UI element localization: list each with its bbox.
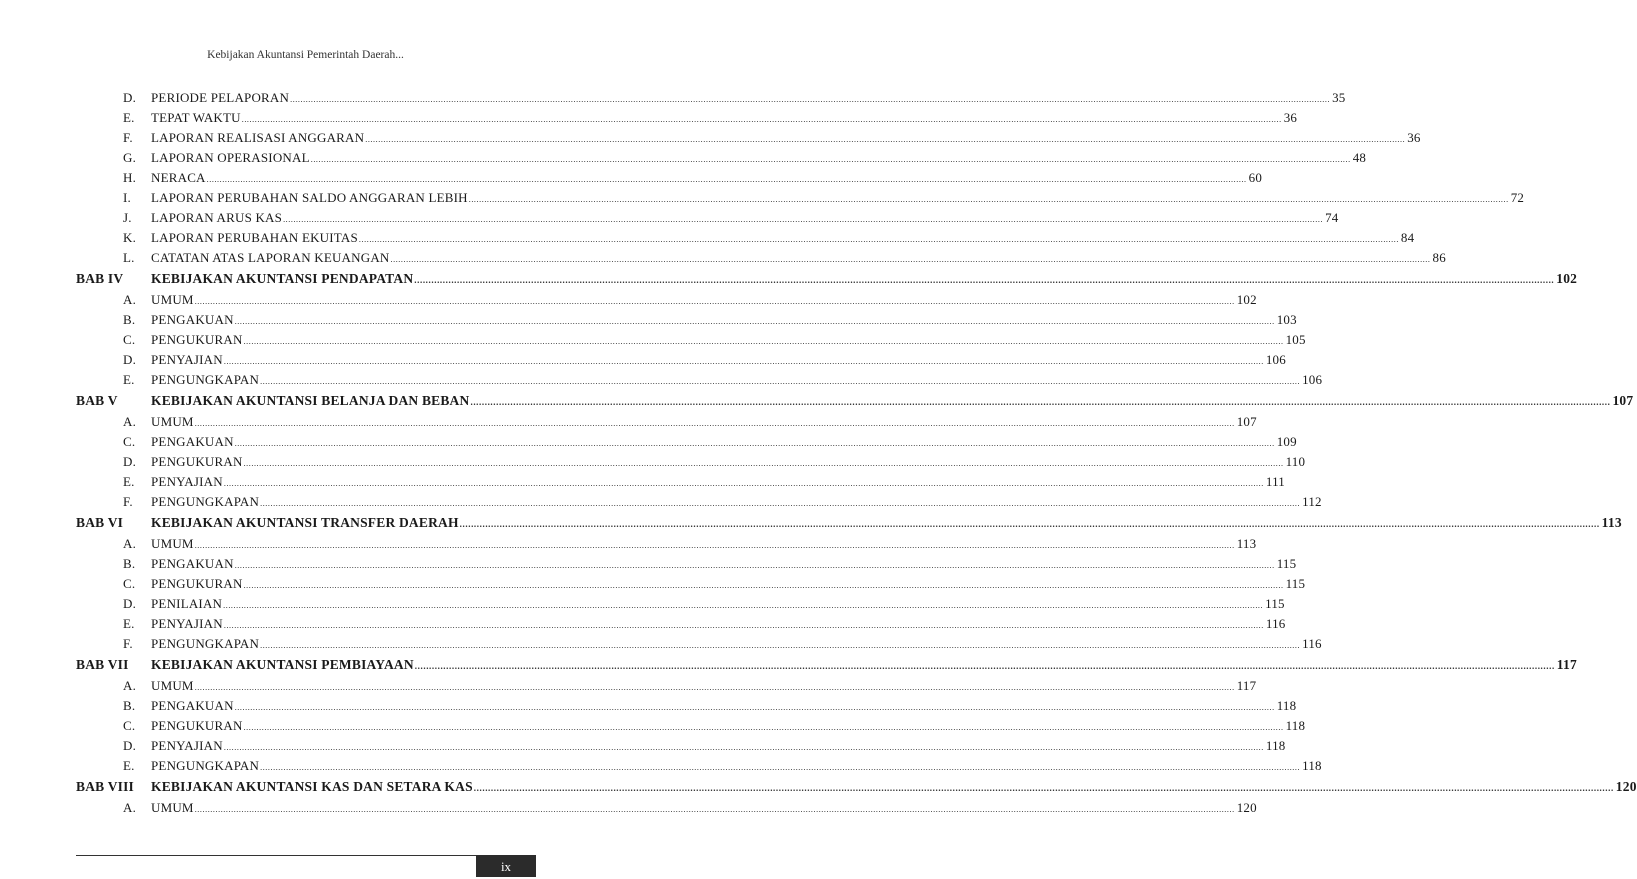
entry-page-number: 106 bbox=[1265, 352, 1286, 367]
entry-title: PENYAJIAN bbox=[151, 474, 223, 489]
toc-chapter-entry[interactable] bbox=[76, 513, 1622, 533]
entry-title: PENGUKURAN bbox=[151, 576, 243, 591]
entry-page-number: 118 bbox=[1276, 698, 1297, 713]
section-letter: E. bbox=[123, 616, 135, 631]
entry-title: LAPORAN PERUBAHAN SALDO ANGGARAN LEBIH bbox=[151, 190, 468, 205]
entry-title: NERACA bbox=[151, 170, 206, 185]
toc-entry-line bbox=[151, 310, 1297, 332]
chapter-number: BAB V bbox=[76, 393, 118, 408]
entry-page-number: 118 bbox=[1285, 718, 1306, 733]
entry-title: LAPORAN ARUS KAS bbox=[151, 210, 283, 225]
table-of-contents bbox=[76, 88, 1637, 818]
section-letter: C. bbox=[123, 332, 136, 347]
toc-entry-line bbox=[151, 655, 1577, 676]
toc-section-entry[interactable] bbox=[76, 370, 1323, 390]
dot-leader: ................................................................................................................................................................................................................................................................................................................................................................................................................ bbox=[365, 135, 1406, 144]
chapter-number: BAB VIII bbox=[76, 779, 134, 794]
toc-section-entry[interactable] bbox=[76, 534, 1257, 554]
entry-page-number: 118 bbox=[1302, 758, 1322, 773]
section-letter: A. bbox=[123, 536, 137, 551]
toc-entry-line bbox=[151, 208, 1339, 230]
entry-title: PENGUNGKAPAN bbox=[151, 494, 260, 509]
entry-page-number: 86 bbox=[1432, 250, 1446, 265]
entry-page-number: 111 bbox=[1265, 474, 1285, 489]
toc-section-entry[interactable] bbox=[76, 716, 1306, 736]
dot-leader: ................................................................................................................................................................................................................................................................................................................................................................................................................ bbox=[459, 519, 1600, 529]
dot-leader: ................................................................................................................................................................................................................................................................................................................................................................................................................ bbox=[243, 337, 1284, 346]
dot-leader: ................................................................................................................................................................................................................................................................................................................................................................................................................ bbox=[414, 275, 1555, 285]
toc-section-entry[interactable] bbox=[76, 310, 1297, 330]
toc-section-entry[interactable] bbox=[76, 128, 1421, 148]
toc-entry-line bbox=[151, 290, 1257, 312]
section-letter: D. bbox=[123, 352, 137, 367]
section-letter: A. bbox=[123, 414, 137, 429]
section-letter: H. bbox=[123, 170, 137, 185]
entry-title: PENYAJIAN bbox=[151, 616, 223, 631]
toc-entry-line bbox=[151, 736, 1286, 758]
section-letter: A. bbox=[123, 678, 137, 693]
dot-leader: ................................................................................................................................................................................................................................................................................................................................................................................................................ bbox=[194, 683, 1235, 692]
page-number: ix bbox=[500, 859, 512, 874]
entry-page-number: 72 bbox=[1510, 190, 1525, 205]
entry-page-number: 109 bbox=[1276, 434, 1297, 449]
entry-page-number: 120 bbox=[1615, 779, 1637, 794]
entry-page-number: 107 bbox=[1236, 414, 1257, 429]
section-letter: E. bbox=[123, 474, 135, 489]
toc-entry-line bbox=[151, 269, 1578, 290]
dot-leader: ................................................................................................................................................................................................................................................................................................................................................................................................................ bbox=[194, 805, 1235, 814]
section-letter: J. bbox=[123, 210, 132, 225]
toc-entry-line bbox=[151, 696, 1297, 718]
entry-title: CATATAN ATAS LAPORAN KEUANGAN bbox=[151, 250, 390, 265]
toc-section-entry[interactable] bbox=[76, 248, 1446, 268]
toc-chapter-entry[interactable] bbox=[76, 269, 1578, 289]
entry-title: KEBIJAKAN AKUNTANSI TRANSFER DAERAH bbox=[151, 515, 459, 530]
entry-page-number: 103 bbox=[1276, 312, 1297, 327]
entry-page-number: 115 bbox=[1276, 556, 1297, 571]
toc-section-entry[interactable] bbox=[76, 736, 1286, 756]
section-letter: F. bbox=[123, 636, 133, 651]
entry-page-number: 113 bbox=[1601, 515, 1622, 530]
dot-leader: ................................................................................................................................................................................................................................................................................................................................................................................................................ bbox=[470, 397, 1611, 407]
toc-section-entry[interactable] bbox=[76, 330, 1306, 350]
entry-title: PENILAIAN bbox=[151, 596, 223, 611]
toc-entry-line bbox=[151, 798, 1257, 820]
toc-entry-line bbox=[151, 634, 1322, 656]
dot-leader: ................................................................................................................................................................................................................................................................................................................................................................................................................ bbox=[290, 95, 1331, 104]
toc-section-entry[interactable] bbox=[76, 574, 1306, 594]
chapter-number: BAB VI bbox=[76, 515, 124, 530]
toc-chapter-entry[interactable] bbox=[76, 777, 1637, 797]
entry-title: UMUM bbox=[151, 414, 194, 429]
section-letter: G. bbox=[123, 150, 137, 165]
dot-leader: ................................................................................................................................................................................................................................................................................................................................................................................................................ bbox=[234, 317, 1275, 326]
toc-section-entry[interactable] bbox=[76, 188, 1525, 208]
entry-page-number: 117 bbox=[1556, 657, 1577, 672]
dot-leader: ................................................................................................................................................................................................................................................................................................................................................................................................................ bbox=[310, 155, 1351, 164]
toc-section-entry[interactable] bbox=[76, 798, 1257, 818]
toc-section-entry[interactable] bbox=[76, 432, 1297, 452]
entry-page-number: 107 bbox=[1612, 393, 1634, 408]
toc-entry-line bbox=[151, 534, 1257, 556]
entry-page-number: 102 bbox=[1556, 271, 1578, 286]
entry-title: PENGUKURAN bbox=[151, 454, 243, 469]
entry-title: UMUM bbox=[151, 678, 194, 693]
section-letter: I. bbox=[123, 190, 131, 205]
section-letter: D. bbox=[123, 90, 137, 105]
toc-entry-line bbox=[151, 574, 1306, 596]
dot-leader: ................................................................................................................................................................................................................................................................................................................................................................................................................ bbox=[241, 115, 1282, 124]
toc-entry-line bbox=[151, 88, 1346, 110]
entry-page-number: 106 bbox=[1302, 372, 1323, 387]
entry-title: KEBIJAKAN AKUNTANSI PENDAPATAN bbox=[151, 271, 414, 286]
dot-leader: ................................................................................................................................................................................................................................................................................................................................................................................................................ bbox=[223, 357, 1264, 366]
dot-leader: ................................................................................................................................................................................................................................................................................................................................................................................................................ bbox=[414, 661, 1555, 671]
toc-section-entry[interactable] bbox=[76, 350, 1286, 370]
entry-page-number: 118 bbox=[1265, 738, 1286, 753]
toc-entry-line bbox=[151, 492, 1322, 514]
toc-entry-line bbox=[151, 513, 1622, 534]
toc-entry-line bbox=[151, 128, 1421, 150]
entry-page-number: 102 bbox=[1236, 292, 1257, 307]
toc-entry-line bbox=[151, 108, 1298, 130]
dot-leader: ................................................................................................................................................................................................................................................................................................................................................................................................................ bbox=[194, 297, 1235, 306]
section-letter: E. bbox=[123, 110, 135, 125]
toc-chapter-entry[interactable] bbox=[76, 655, 1577, 675]
toc-section-entry[interactable] bbox=[76, 290, 1257, 310]
section-letter: E. bbox=[123, 758, 135, 773]
section-letter: B. bbox=[123, 312, 136, 327]
entry-page-number: 117 bbox=[1236, 678, 1257, 693]
dot-leader: ................................................................................................................................................................................................................................................................................................................................................................................................................ bbox=[390, 255, 1431, 264]
section-letter: A. bbox=[123, 292, 137, 307]
dot-leader: ................................................................................................................................................................................................................................................................................................................................................................................................................ bbox=[243, 723, 1284, 732]
toc-entry-line bbox=[151, 168, 1263, 190]
entry-page-number: 116 bbox=[1302, 636, 1322, 651]
toc-entry-line bbox=[151, 188, 1525, 210]
toc-entry-line bbox=[151, 614, 1286, 636]
dot-leader: ................................................................................................................................................................................................................................................................................................................................................................................................................ bbox=[283, 215, 1324, 224]
dot-leader: ................................................................................................................................................................................................................................................................................................................................................................................................................ bbox=[194, 419, 1235, 428]
entry-title: PENGUNGKAPAN bbox=[151, 636, 260, 651]
toc-section-entry[interactable] bbox=[76, 228, 1415, 248]
dot-leader: ................................................................................................................................................................................................................................................................................................................................................................................................................ bbox=[223, 479, 1264, 488]
entry-title: PENGAKUAN bbox=[151, 312, 234, 327]
toc-section-entry[interactable] bbox=[76, 88, 1346, 108]
toc-section-entry[interactable] bbox=[76, 696, 1297, 716]
entry-page-number: 105 bbox=[1285, 332, 1306, 347]
entry-page-number: 35 bbox=[1332, 90, 1346, 105]
dot-leader: ................................................................................................................................................................................................................................................................................................................................................................................................................ bbox=[358, 235, 1399, 244]
dot-leader: ................................................................................................................................................................................................................................................................................................................................................................................................................ bbox=[223, 743, 1264, 752]
entry-page-number: 120 bbox=[1236, 800, 1257, 815]
entry-page-number: 113 bbox=[1236, 536, 1257, 551]
page-number-tab bbox=[476, 855, 536, 877]
dot-leader: ................................................................................................................................................................................................................................................................................................................................................................................................................ bbox=[260, 763, 1301, 772]
section-letter: C. bbox=[123, 434, 136, 449]
footer-rule bbox=[76, 855, 536, 856]
entry-page-number: 115 bbox=[1265, 596, 1285, 611]
section-letter: L. bbox=[123, 250, 135, 265]
entry-page-number: 36 bbox=[1407, 130, 1421, 145]
entry-title: PERIODE PELAPORAN bbox=[151, 90, 290, 105]
section-letter: E. bbox=[123, 372, 135, 387]
entry-page-number: 60 bbox=[1248, 170, 1263, 185]
entry-title: UMUM bbox=[151, 536, 194, 551]
entry-title: PENGUKURAN bbox=[151, 332, 243, 347]
toc-entry-line bbox=[151, 472, 1285, 494]
toc-entry-line bbox=[151, 330, 1306, 352]
entry-page-number: 84 bbox=[1400, 230, 1415, 245]
toc-section-entry[interactable] bbox=[76, 452, 1306, 472]
toc-section-entry[interactable] bbox=[76, 412, 1257, 432]
toc-entry-line bbox=[151, 148, 1367, 170]
section-letter: B. bbox=[123, 556, 136, 571]
toc-section-entry[interactable] bbox=[76, 168, 1263, 188]
entry-page-number: 112 bbox=[1302, 494, 1322, 509]
entry-title: PENGUKURAN bbox=[151, 718, 243, 733]
entry-title: UMUM bbox=[151, 292, 194, 307]
dot-leader: ................................................................................................................................................................................................................................................................................................................................................................................................................ bbox=[473, 783, 1614, 793]
entry-title: PENGAKUAN bbox=[151, 434, 234, 449]
toc-section-entry[interactable] bbox=[76, 634, 1322, 654]
toc-entry-line bbox=[151, 228, 1415, 250]
entry-title: UMUM bbox=[151, 800, 194, 815]
dot-leader: ................................................................................................................................................................................................................................................................................................................................................................................................................ bbox=[234, 439, 1275, 448]
entry-title: KEBIJAKAN AKUNTANSI PEMBIAYAAN bbox=[151, 657, 414, 672]
entry-page-number: 48 bbox=[1352, 150, 1367, 165]
entry-title: KEBIJAKAN AKUNTANSI BELANJA DAN BEBAN bbox=[151, 393, 470, 408]
entry-page-number: 115 bbox=[1285, 576, 1306, 591]
toc-entry-line bbox=[151, 554, 1297, 576]
toc-entry-line bbox=[151, 432, 1297, 454]
toc-entry-line bbox=[151, 756, 1322, 778]
entry-title: PENGAKUAN bbox=[151, 698, 234, 713]
entry-page-number: 36 bbox=[1283, 110, 1298, 125]
toc-entry-line bbox=[151, 412, 1257, 434]
toc-section-entry[interactable] bbox=[76, 554, 1297, 574]
entry-title: LAPORAN REALISASI ANGGARAN bbox=[151, 130, 365, 145]
section-letter: F. bbox=[123, 130, 133, 145]
toc-section-entry[interactable] bbox=[76, 676, 1257, 696]
toc-section-entry[interactable] bbox=[76, 594, 1285, 614]
dot-leader: ................................................................................................................................................................................................................................................................................................................................................................................................................ bbox=[223, 621, 1264, 630]
dot-leader: ................................................................................................................................................................................................................................................................................................................................................................................................................ bbox=[234, 561, 1275, 570]
section-letter: A. bbox=[123, 800, 137, 815]
entry-title: PENGUNGKAPAN bbox=[151, 372, 260, 387]
toc-section-entry[interactable] bbox=[76, 472, 1285, 492]
toc-section-entry[interactable] bbox=[76, 208, 1339, 228]
section-letter: D. bbox=[123, 454, 137, 469]
entry-title: TEPAT WAKTU bbox=[151, 110, 241, 125]
entry-page-number: 74 bbox=[1325, 210, 1339, 225]
entry-page-number: 110 bbox=[1285, 454, 1306, 469]
running-header: Kebijakan Akuntansi Pemerintah Daerah... bbox=[207, 49, 404, 61]
section-letter: F. bbox=[123, 494, 133, 509]
dot-leader: ................................................................................................................................................................................................................................................................................................................................................................................................................ bbox=[468, 195, 1509, 204]
section-letter: C. bbox=[123, 576, 136, 591]
toc-section-entry[interactable] bbox=[76, 108, 1298, 128]
dot-leader: ................................................................................................................................................................................................................................................................................................................................................................................................................ bbox=[243, 581, 1284, 590]
toc-section-entry[interactable] bbox=[76, 756, 1322, 776]
section-letter: B. bbox=[123, 698, 136, 713]
toc-entry-line bbox=[151, 350, 1286, 372]
dot-leader: ................................................................................................................................................................................................................................................................................................................................................................................................................ bbox=[234, 703, 1275, 712]
dot-leader: ................................................................................................................................................................................................................................................................................................................................................................................................................ bbox=[206, 175, 1247, 184]
entry-title: KEBIJAKAN AKUNTANSI KAS DAN SETARA KAS bbox=[151, 779, 473, 794]
dot-leader: ................................................................................................................................................................................................................................................................................................................................................................................................................ bbox=[243, 459, 1284, 468]
entry-title: PENYAJIAN bbox=[151, 352, 223, 367]
toc-chapter-entry[interactable] bbox=[76, 391, 1634, 411]
toc-section-entry[interactable] bbox=[76, 148, 1367, 168]
dot-leader: ................................................................................................................................................................................................................................................................................................................................................................................................................ bbox=[194, 541, 1235, 550]
section-letter: D. bbox=[123, 738, 137, 753]
dot-leader: ................................................................................................................................................................................................................................................................................................................................................................................................................ bbox=[260, 377, 1301, 386]
entry-title: PENYAJIAN bbox=[151, 738, 223, 753]
toc-entry-line bbox=[151, 452, 1306, 474]
entry-title: LAPORAN OPERASIONAL bbox=[151, 150, 310, 165]
toc-entry-line bbox=[151, 777, 1637, 798]
toc-entry-line bbox=[151, 370, 1323, 392]
toc-entry-line bbox=[151, 716, 1306, 738]
toc-entry-line bbox=[151, 248, 1446, 270]
entry-title: PENGUNGKAPAN bbox=[151, 758, 260, 773]
toc-entry-line bbox=[151, 676, 1257, 698]
section-letter: D. bbox=[123, 596, 137, 611]
toc-entry-line bbox=[151, 391, 1634, 412]
entry-title: PENGAKUAN bbox=[151, 556, 234, 571]
entry-page-number: 116 bbox=[1265, 616, 1286, 631]
toc-section-entry[interactable] bbox=[76, 492, 1322, 512]
section-letter: K. bbox=[123, 230, 137, 245]
toc-entry-line bbox=[151, 594, 1285, 616]
section-letter: C. bbox=[123, 718, 136, 733]
dot-leader: ................................................................................................................................................................................................................................................................................................................................................................................................................ bbox=[260, 641, 1301, 650]
dot-leader: ................................................................................................................................................................................................................................................................................................................................................................................................................ bbox=[260, 499, 1301, 508]
dot-leader: ................................................................................................................................................................................................................................................................................................................................................................................................................ bbox=[223, 601, 1264, 610]
chapter-number: BAB VII bbox=[76, 657, 129, 672]
toc-section-entry[interactable] bbox=[76, 614, 1286, 634]
chapter-number: BAB IV bbox=[76, 271, 124, 286]
entry-title: LAPORAN PERUBAHAN EKUITAS bbox=[151, 230, 358, 245]
